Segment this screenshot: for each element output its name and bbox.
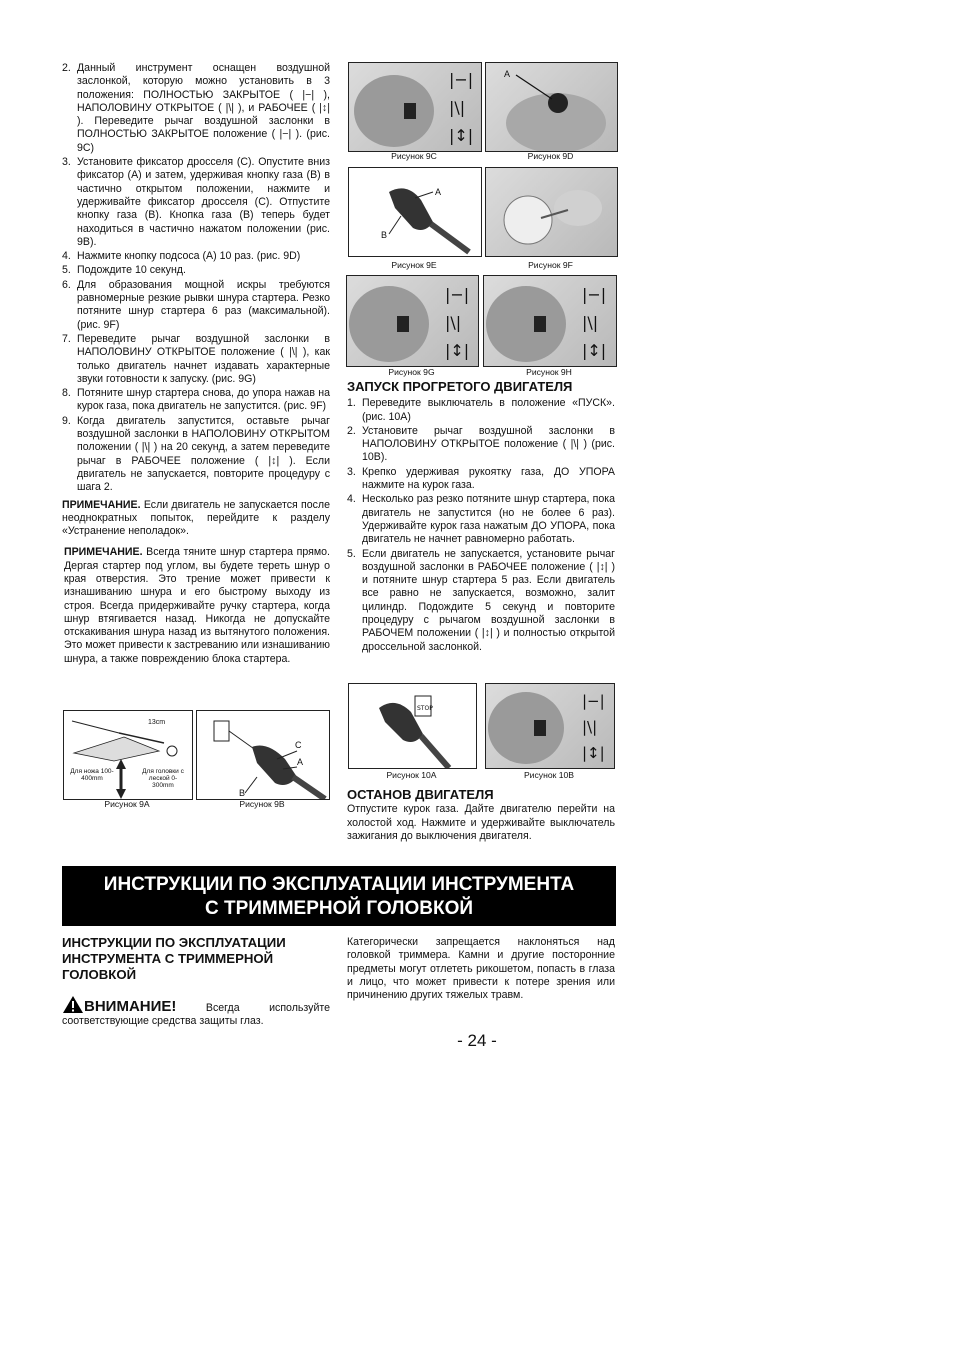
caption-9b: Рисунок 9B	[239, 799, 285, 809]
svg-text:|\|: |\|	[582, 313, 599, 332]
warm-start-section	[347, 380, 615, 655]
svg-text:|↕|: |↕|	[582, 341, 607, 360]
throttle-handle-drawing	[197, 711, 329, 799]
step-text: Подождите 10 секунд.	[77, 264, 186, 277]
warm-start-heading: ЗАПУСК ПРОГРЕТОГО ДВИГАТЕЛЯ	[347, 379, 573, 394]
choke-run-photo	[484, 276, 616, 366]
step-number: 8.	[62, 387, 71, 400]
caption-10a: Рисунок 10A	[386, 770, 437, 780]
caption-9g: Рисунок 9G	[388, 367, 435, 377]
stop-engine-section	[347, 788, 615, 843]
caption-9a: Рисунок 9A	[104, 799, 150, 809]
step-item	[62, 333, 330, 386]
step-number: 3.	[62, 156, 71, 169]
label-9e-b: B	[381, 230, 388, 240]
step-item	[62, 387, 330, 414]
step-number: 7.	[62, 332, 71, 345]
svg-text:|−|: |−|	[445, 285, 470, 304]
svg-text:STOP: STOP	[417, 705, 433, 712]
throttle-grip-drawing	[349, 168, 481, 256]
section-banner: ИНСТРУКЦИИ ПО ЭКСПЛУАТАЦИИ ИНСТРУМЕНТА С ТРИММЕРНОЙ ГОЛОВКОЙ	[62, 866, 616, 926]
caption-9c: Рисунок 9C	[391, 151, 437, 161]
left-column	[62, 62, 330, 666]
stop-engine-heading: ОСТАНОВ ДВИГАТЕЛЯ	[347, 787, 494, 802]
step-text: Нажмите кнопку подсоса (A) 10 раз. (рис. 9D)	[77, 250, 301, 263]
step-number: 4.	[347, 493, 356, 506]
pull-starter-photo	[486, 168, 617, 256]
figure-10b	[485, 683, 615, 769]
line-head-range-label: Для головки с леской 0-300mm	[142, 768, 184, 789]
figure-9f	[485, 167, 618, 257]
label-c: C	[295, 740, 302, 750]
choke-half-open-photo	[347, 276, 478, 366]
step-number: 2.	[62, 62, 71, 74]
step-text: Для образования мощной искры требуются равномерные резкие рывки шнура стартера. Резко потяните шнур стартера 6 раз (максимальной). (рис. 9F)	[77, 278, 330, 331]
step-number: 3.	[347, 465, 356, 478]
step-number: 4.	[62, 250, 71, 263]
step-item	[347, 493, 615, 546]
trimmer-instructions-heading: ИНСТРУКЦИИ ПО ЭКСПЛУАТАЦИИ ИНСТРУМЕНТА С ТРИММЕРНОЙ ГОЛОВКОЙ	[62, 935, 286, 982]
label-b: B	[239, 788, 246, 798]
caption-10b: Рисунок 10B	[523, 770, 575, 780]
step-number: 5.	[62, 264, 71, 277]
svg-text:|−|: |−|	[582, 692, 605, 710]
warning-text: Всегда используйте соответствующие средства защиты глаз.	[62, 1002, 330, 1027]
svg-text:|\|: |\|	[449, 98, 466, 117]
svg-text:|−|: |−|	[449, 70, 474, 89]
trimmer-safety-text: Категорически запрещается наклоняться над головкой триммера. Камни и другие посторонние предметы могут отлететь рикошетом, попасть в глаза и лицо, что может привести к потере зрения или причинению других тяжелых травм.	[347, 936, 615, 1002]
choke-lever-closed-photo	[349, 63, 481, 151]
svg-text:|↕|: |↕|	[582, 744, 605, 762]
caption-9e: Рисунок 9E	[391, 260, 437, 270]
step-number: 6.	[62, 278, 71, 291]
svg-text:|−|: |−|	[582, 285, 607, 304]
step-text: Установите фиксатор дросселя (C). Опустите вниз фиксатор (A) и затем, удерживая кнопку газа (B) в частично открытом положении, нажмите и удерживайте фиксатор дросселя (C). Отпустите кнопку газа (B). Кнопка газа (B) теперь будет находиться в частично нажатом положении (рис. 9B).	[77, 156, 330, 248]
figure-9d	[485, 62, 618, 152]
caption-9d: Рисунок 9D	[527, 151, 574, 161]
label-a: A	[297, 757, 304, 767]
svg-text:|↕|: |↕|	[445, 341, 470, 360]
step-number: 9.	[62, 414, 71, 427]
step-item	[62, 156, 330, 249]
step-text: Несколько раз резко потяните шнур стартера, пока двигатель не запустится (но не более 6 раз). Удерживайте курок газа нажатым ДО УПОРА, пока двигатель не начнет равномерно работать.	[362, 493, 615, 546]
step-number: 5.	[347, 547, 356, 560]
warning-block	[62, 995, 330, 1028]
choke-warm-photo	[486, 684, 614, 768]
step-item	[62, 264, 330, 277]
label-9d-a: A	[504, 69, 511, 79]
step-text: Потяните шнур стартера снова, до упора нажав на курок газа, пока двигатель не запустится. (рис. 9F)	[77, 387, 330, 413]
step-text: Если двигатель не запускается, установите рычаг воздушной заслонки в РАБОЧЕЕ положение ( |↕| ) и потяните шнур стартера 5 раз. Если двигатель все равно не запускается, возможно, залит цилиндр. Подождите 5 секунд и повторите процедуру с рычагом воздушной заслонки в РАБОЧЕМ положении ( |↕| ) и полностью открытой дроссельной заслонкой.	[362, 547, 615, 653]
figure-9a	[63, 710, 193, 800]
step-number: 1.	[347, 397, 356, 410]
step-text: Установите рычаг воздушной заслонки в НАПОЛОВИНУ ОТКРЫТОЕ положение ( |\| ) (рис. 10B).	[362, 424, 615, 464]
step-item	[347, 466, 615, 493]
figure-9b	[196, 710, 330, 800]
label-9e-a: A	[435, 187, 442, 197]
step-text: Переведите рычаг воздушной заслонки в НАПОЛОВИНУ ОТКРЫТОЕ положение ( |\| ), как только двигатель начнет издавать характерные звуки готовности к запуску. (рис. 9G)	[77, 332, 330, 385]
step-text: Крепко удерживая рукоятку газа, ДО УПОРА нажмите на курок газа.	[362, 465, 615, 492]
figure-9h	[483, 275, 617, 367]
note-troubleshooting: ПРИМЕЧАНИЕ. Если двигатель не запускается после неоднократных попыток, перейдите к разделу «Устранение неполадок».	[62, 498, 330, 538]
stop-engine-text: Отпустите курок газа. Дайте двигателю перейти на холостой ход. Нажмите и удерживайте выключатель зажигания до выключения двигателя.	[347, 803, 615, 842]
note-starter-cord: ПРИМЕЧАНИЕ. Всегда тяните шнур стартера прямо. Дергая стартер под углом, вы будете тереть шнур о края отверстия. Это трение может привести к изнашиванию шнура и его быстрому выходу из строя. Всегда придерживайте ручку стартера, когда шнур втягивается назад. Никогда не допускайте отскакивания шнура назад из вытянутого положения. Это может привести к застреванию или изнашиванию шнура, а также повреждению блока стартера.	[64, 546, 330, 665]
blade-range-label: Для ножа 100-400mm	[70, 768, 114, 782]
caption-9f: Рисунок 9F	[528, 260, 573, 270]
warning-word: ВНИМАНИЕ!	[84, 998, 177, 1015]
warning-triangle-icon	[62, 995, 84, 1014]
page-number: - 24 -	[457, 1031, 497, 1050]
step-text: Данный инструмент оснащен воздушной заслонкой, которую можно установить в 3 положения: ПОЛНОСТЬЮ ЗАКРЫТОЕ ( |−| ), НАПОЛОВИНУ ОТКРЫТОЕ ( |\| ), и РАБОЧЕЕ ( |↕| ). Переведите рычаг воздушной заслонки в ПОЛНОСТЬЮ ЗАКРЫТОЕ положение ( |−| ). (рис. 9C)	[77, 62, 330, 154]
figure-10a	[348, 683, 477, 769]
warm-start-steps	[347, 397, 615, 654]
cold-start-steps	[62, 62, 330, 495]
figure-9c	[348, 62, 482, 152]
step-item	[62, 279, 330, 332]
svg-text:|↕|: |↕|	[449, 126, 474, 145]
step-item	[347, 397, 615, 424]
step-item	[347, 548, 615, 654]
dimension-label: 13cm	[148, 719, 166, 726]
figure-9g	[346, 275, 479, 367]
step-item	[62, 415, 330, 495]
stop-switch-drawing	[349, 684, 476, 768]
svg-text:|\|: |\|	[582, 718, 598, 736]
step-item	[62, 62, 330, 155]
step-item	[347, 425, 615, 465]
step-text: Когда двигатель запустится, оставьте рычаг воздушной заслонки в НАПОЛОВИНУ ОТКРЫТОМ положении ( |\| ) на 20 секунд, а затем переведите рычаг в РАБОЧЕЕ положение ( |↕| ). Если двигатель не запускается, повторите процедуру с шага 2.	[77, 414, 330, 494]
caption-9h: Рисунок 9H	[526, 367, 572, 377]
step-text: Переведите выключатель в положение «ПУСК». (рис. 10A)	[362, 397, 615, 423]
step-number: 2.	[347, 424, 356, 437]
svg-text:|\|: |\|	[445, 313, 462, 332]
step-item	[62, 250, 330, 263]
figure-9e	[348, 167, 482, 257]
